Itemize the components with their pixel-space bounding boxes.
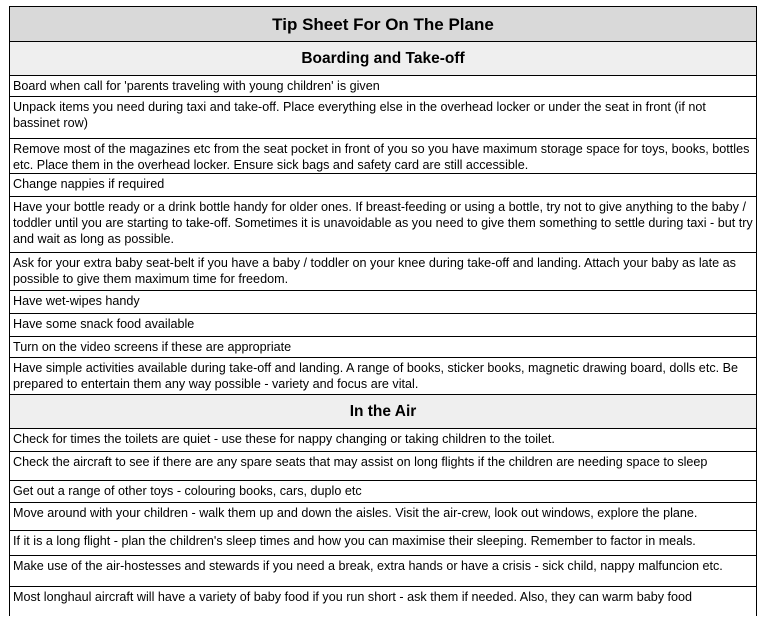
tip-row: Ask for your extra baby seat-belt if you have a baby / toddler on your knee during take-off and landing. Attach your baby as late as possible to give them maximum time for freedom. [10, 252, 756, 290]
section-heading-in-the-air: In the Air [10, 394, 756, 428]
tip-row: Have your bottle ready or a drink bottle handy for older ones. If breast-feeding or using a bottle, try not to give anything to the baby / toddler until you are starting to take-off. Sometimes it is unavoidable as you need to give them something to settle during taxi - but try and wait as long as possible. [10, 196, 756, 252]
tip-row: Turn on the video screens if these are appropriate [10, 336, 756, 357]
sheet-title: Tip Sheet For On The Plane [10, 6, 756, 41]
tip-row: If it is a long flight - plan the children's sleep times and how you can maximise their sleeping. Remember to factor in meals. [10, 530, 756, 555]
section-heading-boarding: Boarding and Take-off [10, 41, 756, 75]
tip-row: Most longhaul aircraft will have a variety of baby food if you run short - ask them if needed. Also, they can warm baby food [10, 586, 756, 616]
tip-row: Have simple activities available during take-off and landing. A range of books, sticker books, magnetic drawing board, dolls etc. Be prepared to entertain them any way possible - variety and focus are vital. [10, 357, 756, 394]
tip-row: Have wet-wipes handy [10, 290, 756, 313]
tip-row: Unpack items you need during taxi and take-off. Place everything else in the overhead locker or under the seat in front (if not bassinet row) [10, 96, 756, 138]
tip-row: Have some snack food available [10, 313, 756, 336]
tip-row: Board when call for 'parents traveling with young children' is given [10, 75, 756, 96]
tip-row: Check the aircraft to see if there are any spare seats that may assist on long flights if the children are needing space to sleep [10, 451, 756, 480]
tip-row: Check for times the toilets are quiet - use these for nappy changing or taking children to the toilet. [10, 428, 756, 451]
tip-row: Make use of the air-hostesses and stewards if you need a break, extra hands or have a crisis - sick child, nappy malfuncion etc. [10, 555, 756, 586]
tip-row: Change nappies if required [10, 173, 756, 196]
tip-row: Get out a range of other toys - colouring books, cars, duplo etc [10, 480, 756, 502]
tip-sheet-table [9, 6, 757, 616]
tip-row: Move around with your children - walk them up and down the aisles. Visit the air-crew, look out windows, explore the plane. [10, 502, 756, 530]
tip-row: Remove most of the magazines etc from the seat pocket in front of you so you have maximum storage space for toys, books, bottles etc. Place them in the overhead locker. Ensure sick bags and safety card are still accessible. [10, 138, 756, 173]
